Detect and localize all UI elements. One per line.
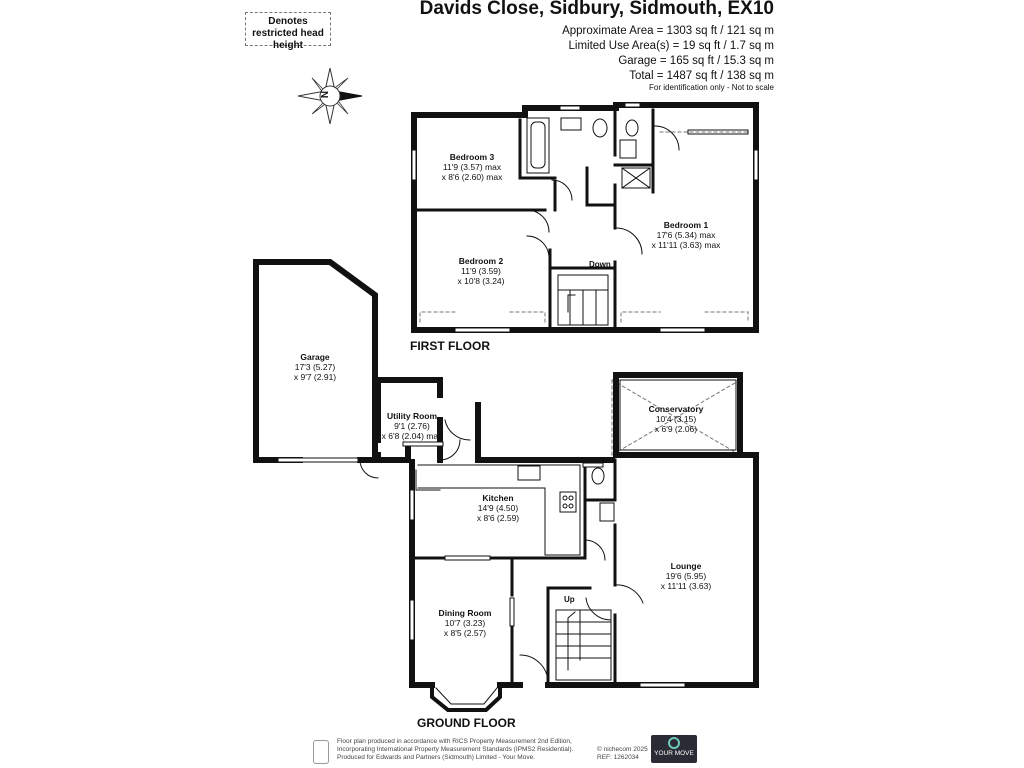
- approx-area: Approximate Area = 1303 sq ft / 121 sq m: [562, 25, 774, 37]
- room-dim-1: 9'1 (2.76): [394, 421, 430, 431]
- first-floor-fixtures: [412, 103, 758, 332]
- room-dim-1: 17'6 (5.34) max: [656, 230, 716, 240]
- room-name: Conservatory: [648, 404, 704, 414]
- identification-note: For identification only - Not to scale: [649, 83, 774, 92]
- footer-meta: [597, 746, 648, 762]
- total-area: Total = 1487 sq ft / 138 sq m: [629, 70, 774, 82]
- stairs-down-label: Down: [589, 260, 611, 269]
- room-dim-1: 11'9 (3.59): [461, 266, 501, 276]
- room-dim-2: x 9'7 (2.91): [293, 372, 337, 382]
- garage-door: [278, 458, 358, 462]
- room-dim-2: x 6'8 (2.04) max: [381, 431, 443, 441]
- room-name: Kitchen: [482, 493, 514, 503]
- room-name: Lounge: [670, 561, 702, 571]
- room-dim-1: 10'7 (3.23): [444, 618, 486, 628]
- room-dim-2: x 11'11 (3.63): [660, 581, 712, 591]
- room-garage: [294, 352, 336, 382]
- footer-line-1: Floor plan produced in accordance with RICS Property Measurement 2nd Edition,: [337, 738, 572, 745]
- room-name: Bedroom 2: [458, 256, 504, 266]
- limited-use-area: Limited Use Area(s) = 19 sq ft / 1.7 sq m: [568, 40, 774, 52]
- first-floor-walls: [414, 105, 756, 330]
- room-dim-1: 14'9 (4.50): [477, 503, 519, 513]
- room-name: Garage: [300, 352, 330, 362]
- your-move-logo: [651, 735, 697, 763]
- room-dim-1: 19'6 (5.95): [665, 571, 707, 581]
- room-dim-1: 10'4 (3.15): [655, 414, 697, 424]
- footer-notes: [337, 738, 597, 762]
- logo-ring-icon: [668, 737, 680, 749]
- room-dim-2: x 8'5 (2.57): [443, 628, 487, 638]
- footer-line-2: Incorporating International Property Measurement Standards (IPMS2 Residential).: [337, 746, 574, 753]
- room-name: Utility Room: [386, 411, 438, 421]
- room-dim-1: 17'3 (5.27): [294, 362, 336, 372]
- room-dim-1: 11'9 (3.57) max: [442, 162, 502, 172]
- room-utility: [382, 411, 443, 441]
- footer-copyright: © nichecom 2025: [597, 746, 648, 753]
- room-name: Dining Room: [438, 608, 492, 618]
- first-floor-label: FIRST FLOOR: [410, 339, 490, 353]
- compass-north-label: N: [320, 90, 332, 99]
- room-kitchen: [477, 493, 519, 523]
- room-dim-2: x 8'6 (2.60) max: [441, 172, 503, 182]
- ground-floor-label: GROUND FLOOR: [417, 716, 516, 730]
- room-name: Bedroom 1: [663, 220, 709, 230]
- room-conservatory: [649, 404, 704, 434]
- first-floor-inner-walls: [417, 110, 653, 327]
- room-bedroom-3: [442, 152, 503, 182]
- room-dim-2: x 6'9 (2.06): [654, 424, 698, 434]
- room-dim-2: x 11'11 (3.63) max: [651, 240, 721, 250]
- stairs-up-label: Up: [564, 595, 575, 604]
- room-name: Bedroom 3: [449, 152, 495, 162]
- footer-line-3: Produced for Edwards and Partners (Sidmouth) Limited - Your Move.: [337, 754, 535, 761]
- restricted-legend: Denotes restricted head height: [245, 12, 331, 46]
- room-bedroom-1: [652, 220, 721, 250]
- area-summary: [562, 24, 774, 84]
- room-dim-2: x 10'8 (3.24): [457, 276, 505, 286]
- page-title: Davids Close, Sidbury, Sidmouth, EX10: [419, 0, 774, 19]
- logo-text: YOUR MOVE: [654, 750, 694, 757]
- room-lounge: [661, 561, 711, 591]
- garage-area: Garage = 165 sq ft / 15.3 sq m: [618, 55, 774, 67]
- footer-ref: REF: 1262034: [597, 754, 639, 761]
- room-bedroom-2: [458, 256, 505, 286]
- rics-icon: [313, 740, 329, 764]
- room-dim-2: x 8'6 (2.59): [476, 513, 520, 523]
- room-dining: [439, 608, 492, 638]
